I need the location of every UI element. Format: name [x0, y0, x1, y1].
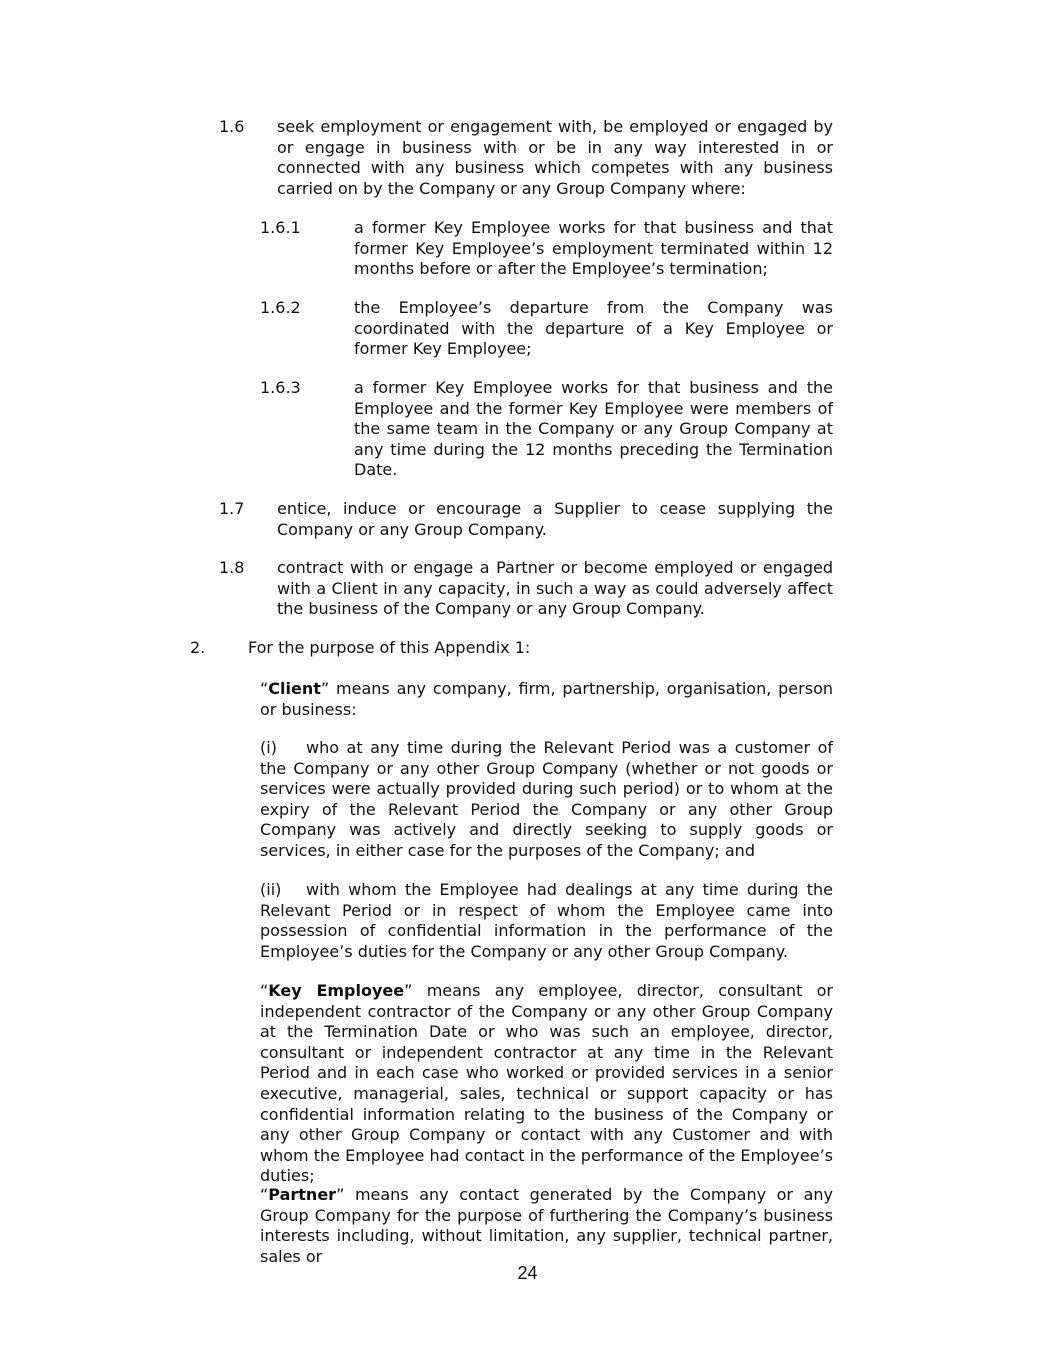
clause-text: contract with or engage a Partner or become employed or engaged with a Client in any capacity, in such a way as could adversely affect the business of the Company or any Group Company. [277, 558, 833, 619]
clause-text: For the purpose of this Appendix 1: [248, 638, 531, 657]
clause-number: 1.7 [219, 499, 245, 518]
definition-client: “Client” means any company, firm, partnership, organisation, person or business: [260, 679, 833, 719]
subclause-number: 1.6.1 [260, 218, 301, 237]
subclause-number: 1.6.3 [260, 378, 301, 397]
clause-number: 1.8 [219, 558, 245, 577]
defined-term: Key Employee [268, 981, 405, 1000]
subclause-text: a former Key Employee works for that business and that former Key Employee’s employment terminated within 12 months before or after the Employee’s termination; [354, 218, 833, 279]
clause-number: 1.6 [219, 117, 245, 136]
subclause-text: a former Key Employee works for that business and the Employee and the former Key Employee were members of the same team in the Company or any Group Company at any time during the 12 months preceding the Termination Date. [354, 378, 833, 480]
subclause-number: 1.6.2 [260, 298, 301, 317]
page-number: 24 [517, 1263, 538, 1283]
defined-term: Client [268, 679, 321, 698]
definition-client-limb-i: (i) who at any time during the Relevant Period was a customer of the Company or any other Group Company (whether or not goods or services were actually provided during such period) or to whom at the expiry of the Relevant Period the Company or any other Group Company was actively and directly seeking to supply goods or services, in either case for the purposes of the Company; and [260, 738, 833, 860]
subclause-text: the Employee’s departure from the Company was coordinated with the departure of a Key Employee or former Key Employee; [354, 298, 833, 359]
clause-text: entice, induce or encourage a Supplier to cease supplying the Company or any Group Company. [277, 499, 833, 539]
definition-client-limb-ii: (ii) with whom the Employee had dealings at any time during the Relevant Period or in respect of whom the Employee came into possession of confidential information in the performance of the Employee’s duties for the Company or any other Group Company. [260, 880, 833, 961]
defined-term: Partner [268, 1185, 337, 1204]
definition-partner: “Partner” means any contact generated by the Company or any Group Company for the purpose of furthering the Company’s business interests including, without limitation, any supplier, technical partner, sales or [260, 1185, 833, 1266]
clause-number: 2. [190, 638, 206, 657]
clause-text: seek employment or engagement with, be employed or engaged by or engage in business with or be in any way interested in or connected with any business which competes with any business carried on by the Company or any Group Company where: [277, 117, 833, 198]
definition-key-employee: “Key Employee” means any employee, director, consultant or independent contractor of the Company or any other Group Company at the Termination Date or who was such an employee, director, consultant or independent contractor at any time in the Relevant Period and in each case who worked or provided services in a senior executive, managerial, sales, technical or support capacity or has confidential information relating to the business of the Company or any other Group Company or contact with any Customer and with whom the Employee had contact in the performance of the Employee’s duties; [260, 981, 833, 1186]
